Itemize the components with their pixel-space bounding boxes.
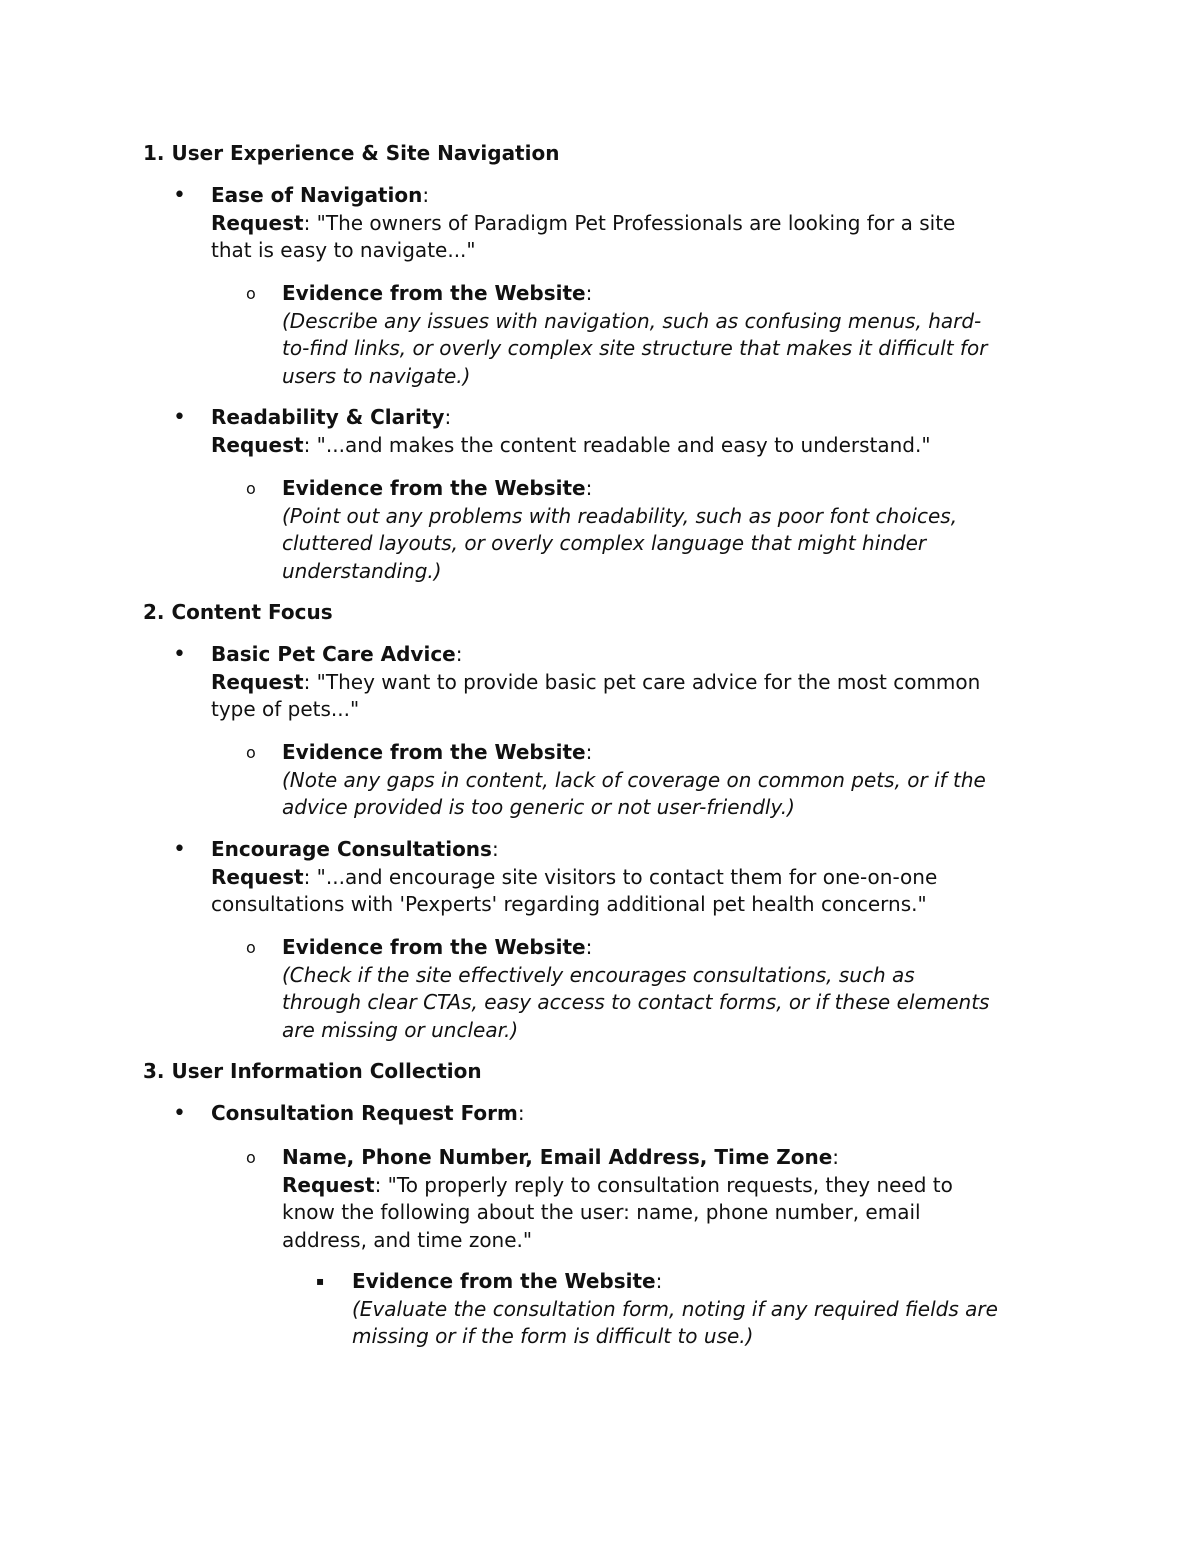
evidence-text: advice provided is too generic or not user-friendly.) [282,795,795,819]
request-label: Request [282,1172,375,1197]
section-3-title [143,1058,1073,1086]
item-heading: Encourage Consultations [211,837,492,861]
evidence-text: to-find links, or overly complex site structure that makes it difficult for [282,336,988,360]
colon: : [303,432,311,457]
evidence-text: (Note any gaps in content, lack of coverage on common pets, or if the [282,767,986,792]
bullet-icon: o [246,479,256,498]
evidence-text: understanding.) [282,558,442,583]
request-text: consultations with 'Pexperts' regarding additional pet health concerns." [211,892,927,916]
evidence-item [246,280,1062,390]
section-title: User Experience & Site Navigation [171,141,560,165]
colon: : [655,1269,663,1293]
bullet-icon: • [173,837,186,862]
list-item-consultation-request-form [173,1100,1061,1128]
sub-heading: Name, Phone Number, Email Address, Time Zone [282,1145,833,1169]
evidence-text: through clear CTAs, easy access to contact forms, or if these elements [282,990,990,1014]
list-item-ease-of-navigation [173,182,1061,265]
section-title: Content Focus [171,600,333,624]
request-text: "The owners of Paradigm Pet Professionals are looking for a site [316,210,956,235]
evidence-heading: Evidence from the Website [282,935,586,959]
colon: : [585,476,593,500]
request-text: "To properly reply to consultation requests, they need to [387,1172,953,1197]
colon: : [585,281,593,305]
item-heading: Readability & Clarity [211,405,445,429]
request-label: Request [211,210,304,235]
bullet-icon: o [246,743,256,762]
colon: : [303,210,311,235]
list-item-encourage-consultations [173,836,1061,919]
evidence-text: (Describe any issues with navigation, such as confusing menus, hard- [282,308,982,333]
colon: : [444,405,452,429]
request-text: "...and makes the content readable and easy to understand." [316,432,931,457]
colon: : [491,837,499,861]
bullet-icon: • [173,642,186,667]
evidence-item [316,1268,1072,1351]
evidence-item [246,739,1062,822]
colon: : [422,183,430,207]
bullet-icon: • [173,1101,186,1126]
section-number: 3. [143,1059,165,1083]
item-heading: Ease of Navigation [211,183,423,207]
section-2-title [143,599,1073,627]
evidence-item [246,934,1062,1044]
evidence-text: (Point out any problems with readability, such as poor font choices, [282,503,958,528]
section-number: 2. [143,600,165,624]
request-label: Request [211,864,304,889]
colon: : [517,1101,525,1125]
request-text: "...and encourage site visitors to contact them for one-on-one [316,864,938,889]
request-label: Request [211,669,304,694]
request-text: address, and time zone." [282,1227,533,1252]
section-1-title [143,140,1073,168]
colon: : [585,935,593,959]
evidence-item [246,475,1062,585]
request-text: "They want to provide basic pet care advice for the most common [316,669,981,694]
request-text: that is easy to navigate..." [211,238,476,262]
bullet-icon: o [246,1148,256,1167]
bullet-icon: • [173,405,186,430]
list-item-basic-pet-care-advice [173,641,1061,724]
evidence-heading: Evidence from the Website [282,476,586,500]
evidence-text: (Evaluate the consultation form, noting if any required fields are [352,1296,998,1321]
colon: : [374,1172,382,1197]
evidence-text: (Check if the site effectively encourages consultations, such as [282,962,915,987]
bullet-icon: o [246,938,256,957]
evidence-text: users to navigate.) [282,363,471,388]
list-item-readability-clarity [173,404,1061,459]
colon: : [303,669,311,694]
evidence-text: cluttered layouts, or overly complex language that might hinder [282,531,927,555]
section-number: 1. [143,141,165,165]
evidence-heading: Evidence from the Website [282,740,586,764]
evidence-heading: Evidence from the Website [352,1269,656,1293]
bullet-icon: o [246,284,256,303]
square-bullet-icon: ▪ [316,1274,325,1288]
request-text: type of pets..." [211,697,360,721]
bullet-icon: • [173,183,186,208]
request-label: Request [211,432,304,457]
colon: : [832,1145,840,1169]
colon: : [455,642,463,666]
evidence-heading: Evidence from the Website [282,281,586,305]
evidence-text: missing or if the form is difficult to use.) [352,1324,754,1348]
section-title: User Information Collection [171,1059,482,1083]
sub-item-contact-fields [246,1144,1062,1254]
item-heading: Basic Pet Care Advice [211,642,456,666]
colon: : [303,864,311,889]
item-heading: Consultation Request Form [211,1101,518,1125]
colon: : [585,740,593,764]
evidence-text: are missing or unclear.) [282,1017,519,1042]
request-text: know the following about the user: name, phone number, email [282,1200,921,1224]
